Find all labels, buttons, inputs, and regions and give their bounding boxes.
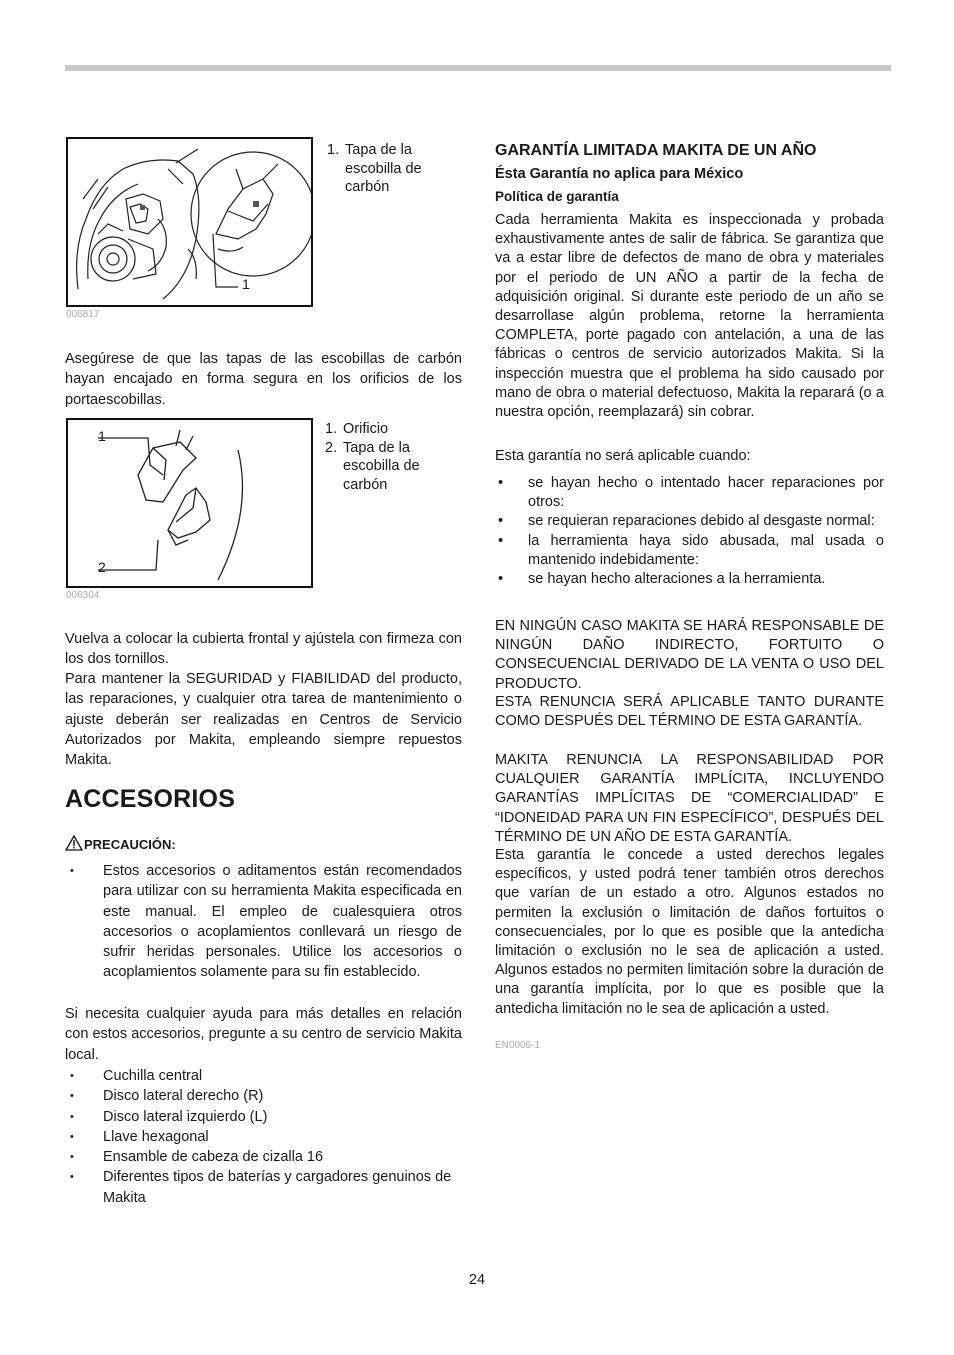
list-item: • Cuchilla central [70, 1068, 203, 1084]
figure-brush-orifice [66, 418, 313, 588]
legend-item: 2. Tapa de la escobilla de carbón [325, 439, 420, 493]
caution-list [65, 861, 462, 983]
warranty-subtitle: Ésta Garantía no aplica para México [495, 166, 744, 182]
figure1-legend [327, 141, 422, 197]
figure2-legend [325, 420, 420, 494]
not-applicable-intro: Esta garantía no será aplicable cuando: [495, 448, 751, 464]
policy-text: Cada herramienta Makita es inspeccionada y probada exhaustivamente antes de salir de fábrica. Se garantiza que va a estar libre de defectos de mano de obra y materiales por el periodo de UN AÑO a partir de la fecha de adquisición original. Si durante este periodo de un año se desarrollase algún problema, retorne la herramienta COMPLETA, porte pagado con antelación, a una de las fábricas o centros de servicio autorizados Makita. Si la inspección muestra que el problema ha sido causado por mano de obra o material defectuoso, Makita la reparará (o a nuestra opción, reemplazará) sin cobrar. [495, 212, 884, 421]
figure1-callout-1: 1 [242, 276, 250, 292]
list-item: • Disco lateral izquierdo (L) [70, 1108, 268, 1125]
legend-item: 1. Tapa de la escobilla de carbón [327, 142, 422, 195]
paragraph-brushes: Asegúrese de que las tapas de las escobillas de carbón hayan encajado en forma segura en los orificios de los portaescobillas. [65, 351, 462, 408]
list-item: • se requieran reparaciones debido al desgaste normal: [498, 513, 875, 530]
list-item: • se hayan hecho alteraciones a la herramienta. [498, 571, 826, 588]
caution-label: PRECAUCIÓN: [65, 835, 176, 852]
figure2-callout-1: 1 [98, 428, 106, 444]
rights-text: Esta garantía le concede a usted derechos legales específicos, y usted podrá tener también otros derechos que varían de un estado a otro. Algunos estados no permiten la exclusión o limitación de daños fortuitos o consecuenciales, por lo que es posible que la antedicha limitación o exclusión no le sea de aplicación a usted. Algunos estados no permiten limitación sobre la duración de una garantía implícita, por lo que es posible que la antedicha limitación no le sea de aplicación a usted. [495, 847, 884, 1017]
policy-heading: Política de garantía [495, 189, 619, 204]
figure1-code: 006817 [66, 309, 100, 320]
list-item: • Disco lateral derecho (R) [70, 1088, 264, 1105]
section-title-accessories: ACCESORIOS [65, 785, 236, 813]
figure-carbon-brush-cap [66, 137, 313, 307]
list-item: • la herramienta haya sido abusada, mal usada o mantenido indebidamente: [498, 532, 884, 568]
not-applicable-list [495, 474, 884, 589]
list-item: • Estos accesorios o aditamentos están recomendados para utilizar con su herramienta Makita especificada en este manual. El empleo de cualesquiera otros accesorios o acoplamientos conllevará un riesgo de sufrir heridas personales. Utilice los accesorios o acoplamientos solamente para su fin establecido. [70, 863, 462, 981]
list-item: • se hayan hecho o intentado hacer reparaciones por otros: [498, 475, 884, 511]
disclaimer-term: ESTA RENUNCIA SERÁ APLICABLE TANTO DURANTE COMO DESPUÉS DEL TÉRMINO DE ESTA GARANTÍA. [495, 694, 884, 730]
page-number: 24 [468, 1272, 486, 1288]
list-item: • Llave hexagonal [70, 1128, 209, 1145]
legend-item: 1. Orificio [325, 421, 389, 437]
warranty-title: GARANTÍA LIMITADA MAKITA DE UN AÑO [495, 142, 817, 159]
paragraph-cover: Vuelva a colocar la cubierta frontal y ajústela con firmeza con los dos tornillos. [65, 631, 462, 668]
disclaimer-indirect-damage: EN NINGÚN CASO MAKITA SE HARÁ RESPONSABLE DE NINGÚN DAÑO INDIRECTO, FORTUITO O CONSECUENCIAL DERIVADO DE LA VENTA O USO DEL PRODUCTO. [495, 618, 884, 692]
disclaimer-implied-warranty: MAKITA RENUNCIA LA RESPONSABILIDAD POR CUALQUIER GARANTÍA IMPLÍCITA, INCLUYENDO GARANTÍAS IMPLÍCITAS DE “COMERCIALIDAD” E “IDONEIDAD PARA UN FIN ESPECÍFICO”, DESPUÉS DEL TÉRMINO DE UN AÑO DE ESTA GARANTÍA. [495, 752, 884, 845]
list-item: • Diferentes tipos de baterías y cargadores genuinos de Makita [70, 1169, 452, 1206]
paragraph-accessory-help: Si necesita cualquier ayuda para más detalles en relación con estos accesorios, pregunte a su centro de servicio Makita local. [65, 1006, 462, 1063]
motor-brush-illustration [68, 139, 311, 305]
warning-triangle-icon [65, 835, 83, 851]
list-item: • Ensamble de cabeza de cizalla 16 [70, 1149, 324, 1166]
figure2-code: 006304 [66, 590, 100, 601]
accessory-list [65, 1066, 462, 1208]
warranty-code: EN0006-1 [495, 1040, 541, 1051]
header-rule [65, 65, 891, 71]
paragraph-safety: Para mantener la SEGURIDAD y FIABILIDAD del producto, las reparaciones, y cualquier otra tarea de mantenimiento o ajuste deberán ser realizadas en Centros de Servicio Autorizados por Makita, empleando siempre repuestos Makita. [65, 671, 462, 769]
figure2-callout-2: 2 [98, 559, 106, 575]
